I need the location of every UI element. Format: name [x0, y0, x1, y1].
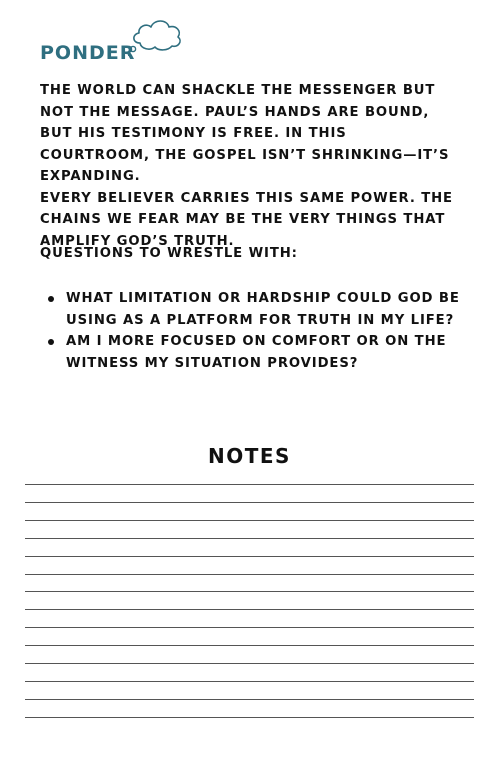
question-item: [40, 331, 460, 374]
note-line[interactable]: [25, 520, 474, 521]
question-text: AM I MORE FOCUSED ON COMFORT OR ON THE WITNESS MY SITUATION PROVIDES?: [66, 334, 447, 371]
question-item: [40, 288, 460, 331]
reflection-paragraph: THE WORLD CAN SHACKLE THE MESSENGER BUT NOT THE MESSAGE. PAUL’S HANDS ARE BOUND, BUT HIS TESTIMONY IS FREE. IN THIS COURTROOM, THE GOSPEL ISN’T SHRINKING—IT’S EXPANDING.: [40, 83, 450, 184]
note-line[interactable]: [25, 591, 474, 592]
note-line[interactable]: [25, 484, 474, 485]
notes-title: NOTES: [208, 444, 291, 468]
question-list: [40, 288, 460, 374]
note-line[interactable]: [25, 627, 474, 628]
questions-heading: QUESTIONS TO WRESTLE WITH:: [40, 246, 298, 261]
note-line[interactable]: [25, 717, 474, 718]
note-line[interactable]: [25, 663, 474, 664]
reflection-text: [40, 80, 460, 252]
note-line[interactable]: [25, 574, 474, 575]
note-line[interactable]: [25, 502, 474, 503]
question-text: WHAT LIMITATION OR HARDSHIP COULD GOD BE USING AS A PLATFORM FOR TRUTH IN MY LIFE?: [66, 291, 460, 328]
ponder-header: [40, 16, 190, 68]
note-line[interactable]: [25, 538, 474, 539]
note-line[interactable]: [25, 681, 474, 682]
notes-lines[interactable]: [25, 484, 474, 724]
reflection-paragraph: EVERY BELIEVER CARRIES THIS SAME POWER. THE CHAINS WE FEAR MAY BE THE VERY THINGS THAT AMPLIFY GOD’S TRUTH.: [40, 190, 453, 249]
page-title: PONDER: [40, 42, 136, 64]
note-line[interactable]: [25, 609, 474, 610]
bullet-icon: [48, 339, 54, 345]
bullet-icon: [48, 296, 54, 302]
note-line[interactable]: [25, 556, 474, 557]
thought-cloud-icon: [128, 16, 184, 56]
note-line[interactable]: [25, 645, 474, 646]
note-line[interactable]: [25, 699, 474, 700]
